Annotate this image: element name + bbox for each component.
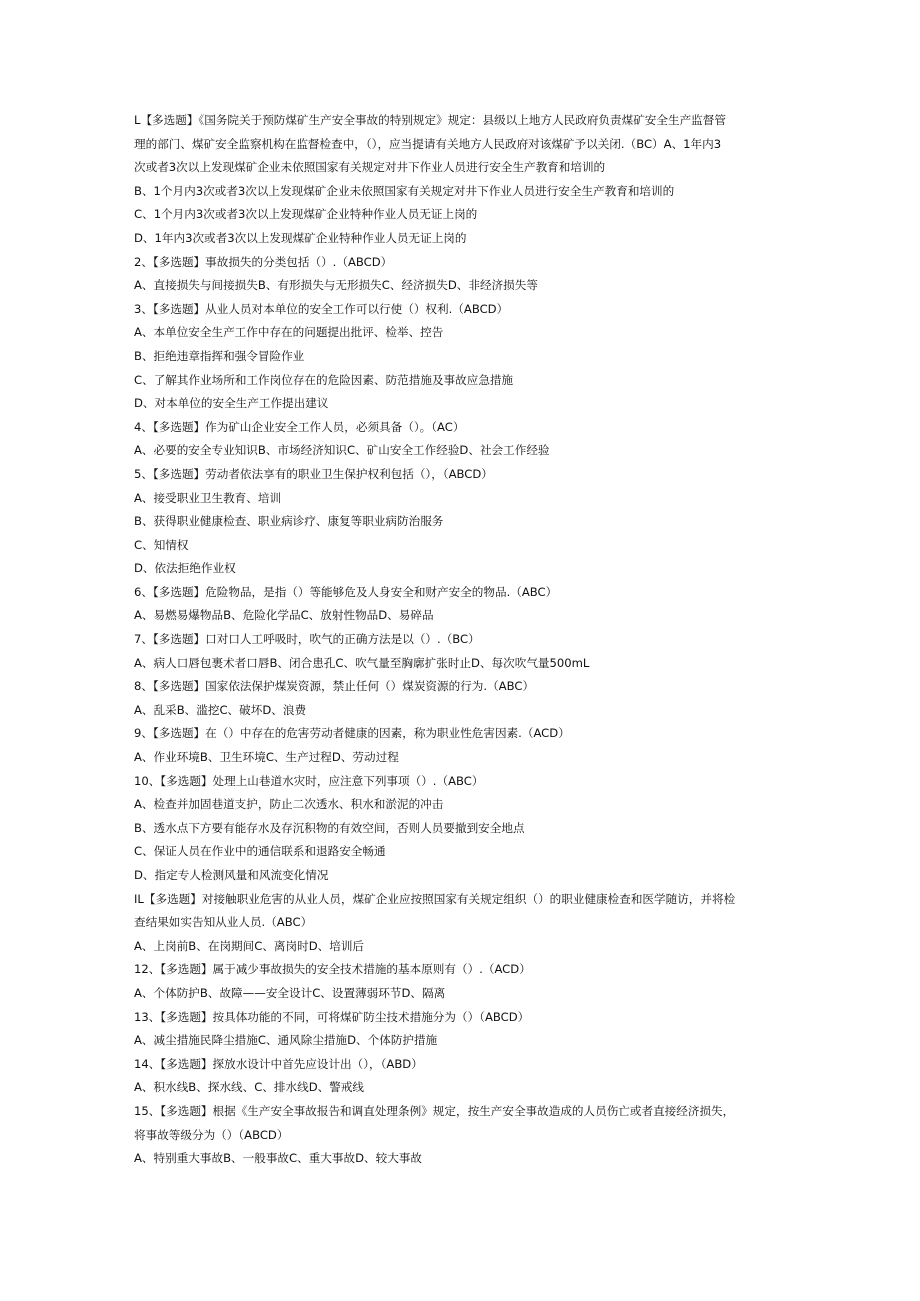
text-line: 14、【多选题】探放水设计中首先应设计出（），（ABD） (134, 1056, 423, 1071)
text-line: A、易燃易爆物品B、危险化学品C、放射性物品D、易碎品 (134, 608, 434, 623)
text-line: D、1年内3次或者3次以上发现煤矿企业特种作业人员无证上岗的 (134, 230, 467, 245)
text-line: A、上岗前B、在岗期间C、离岗时D、培训后 (134, 938, 365, 953)
document-page (134, 109, 794, 1171)
text-line: D、指定专人检测风量和风流变化情况 (134, 868, 329, 882)
text-line: 9、【多选题】在（）中存在的危害劳动者健康的因素，称为职业性危害因素.（ACD） (134, 726, 570, 741)
text-line: 13、【多选题】按具体功能的不同，可将煤矿防尘技术措施分为（）（ABCD） (134, 1009, 530, 1024)
text-line: A、检查并加固巷道支护，防止二次透水、积水和淤泥的冲击 (134, 797, 444, 812)
text-line: 6、【多选题】危险物品，是指（）等能够危及人身安全和财产安全的物品.（ABC） (134, 584, 558, 599)
text-line: 10、【多选题】处理上山巷道水灾时，应注意下列事项（）.（ABC） (134, 773, 484, 788)
text-line: 理的部门、煤矿安全监察机构在监督检查中，（），应当提请有关地方人民政府对该煤矿予以关闭.（BC）A、1年内3 (134, 136, 722, 151)
text-line: 查结果如实告知从业人员.（ABC） (134, 915, 313, 930)
text-line: B、获得职业健康检查、职业病诊疗、康复等职业病防治服务 (134, 514, 444, 529)
text-line: 3、【多选题】从业人员对本单位的安全工作可以行使（）权利.（ABCD） (134, 301, 509, 316)
text-line: A、作业环境B、卫生环境C、生产过程D、劳动过程 (134, 750, 399, 765)
text-line: A、本单位安全生产工作中存在的问题提出批评、检举、控告 (134, 325, 444, 340)
text-line: IL【多选题】对接触职业危害的从业人员，煤矿企业应按照国家有关规定组织（）的职业健康检查和医学随访，并将检 (134, 891, 736, 906)
text-line: A、病人口唇包裹术者口唇B、闭合患孔C、吹气量至胸廓扩张时止D、每次吹气量500mL (134, 655, 590, 670)
text-line: C、1个月内3次或者3次以上发现煤矿企业特种作业人员无证上岗的 (134, 207, 478, 222)
text-line: A、接受职业卫生教育、培训 (134, 490, 282, 505)
text-line: 7、【多选题】口对口人工呼吸时，吹气的正确方法是以（）.（BC） (134, 632, 480, 647)
text-line: B、拒绝违章指挥和强令冒险作业 (134, 348, 305, 363)
text-line: C、保证人员在作业中的通信联系和退路安全畅通 (134, 844, 386, 859)
text-line: A、个体防护B、故障——安全设计C、设置薄弱环节D、隔离 (134, 985, 446, 1000)
text-line: 5、【多选题】劳动者依法享有的职业卫生保护权利包括（），（ABCD） (134, 466, 493, 481)
text-line: L【多选题】《国务院关于预防煤矿生产安全事故的特别规定》规定：县级以上地方人民政府负责煤矿安全生产监督管 (134, 113, 726, 127)
text-line: 15、【多选题】根据《生产安全事故报告和调直处理条例》规定，按生产安全事故造成的人员伤亡或者直接经济损失， (134, 1103, 735, 1118)
text-line: 8、【多选题】国家依法保护煤炭资源，禁止任何（）煤炭资源的行为.（ABC） (134, 679, 535, 694)
text-line: A、乱采B、滥挖C、破坏D、浪费 (134, 702, 307, 717)
text-line: B、透水点下方要有能存水及存沉积物的有效空间，否则人员要撤到安全地点 (134, 820, 525, 835)
text-line: D、依法拒绝作业权 (134, 561, 236, 576)
text-line: 4、【多选题】作为矿山企业安全工作人员，必须具备（）。（AC） (134, 419, 465, 434)
text-line: 12、【多选题】属于减少事故损失的安全技术措施的基本原则有（）.（ACD） (134, 962, 531, 977)
text-line: 次或者3次以上发现煤矿企业未依照国家有关规定对井下作业人员进行安全生产教育和培训的 (134, 160, 606, 175)
text-line: 2、【多选题】事故损失的分类包括（）.（ABCD） (134, 254, 393, 269)
text-line: A、直接损失与间接损失B、有形损失与无形损失C、经济损失D、非经济损失等 (134, 278, 538, 293)
text-line: B、1个月内3次或者3次以上发现煤矿企业未依照国家有关规定对井下作业人员进行安全生产教育和培训的 (134, 183, 675, 198)
text-line: A、特别重大事故B、一般事故C、重大事故D、较大事故 (134, 1151, 422, 1166)
text-line: 将事故等级分为（）（ABCD） (134, 1127, 289, 1142)
text-line: C、知情权 (134, 537, 189, 552)
text-line: D、对本单位的安全生产工作提出建议 (134, 396, 329, 411)
text-line: A、积水线B、探水线、C、排水线D、警戒线 (134, 1080, 365, 1095)
text-line: A、减尘措施民降尘措施C、通风除尘措施D、个体防护措施 (134, 1033, 438, 1048)
text-line: C、了解其作业场所和工作岗位存在的危险因素、防范措施及事故应急措施 (134, 372, 514, 387)
text-line: A、必要的安全专业知识B、市场经济知识C、矿山安全工作经验D、社会工作经验 (134, 443, 550, 458)
